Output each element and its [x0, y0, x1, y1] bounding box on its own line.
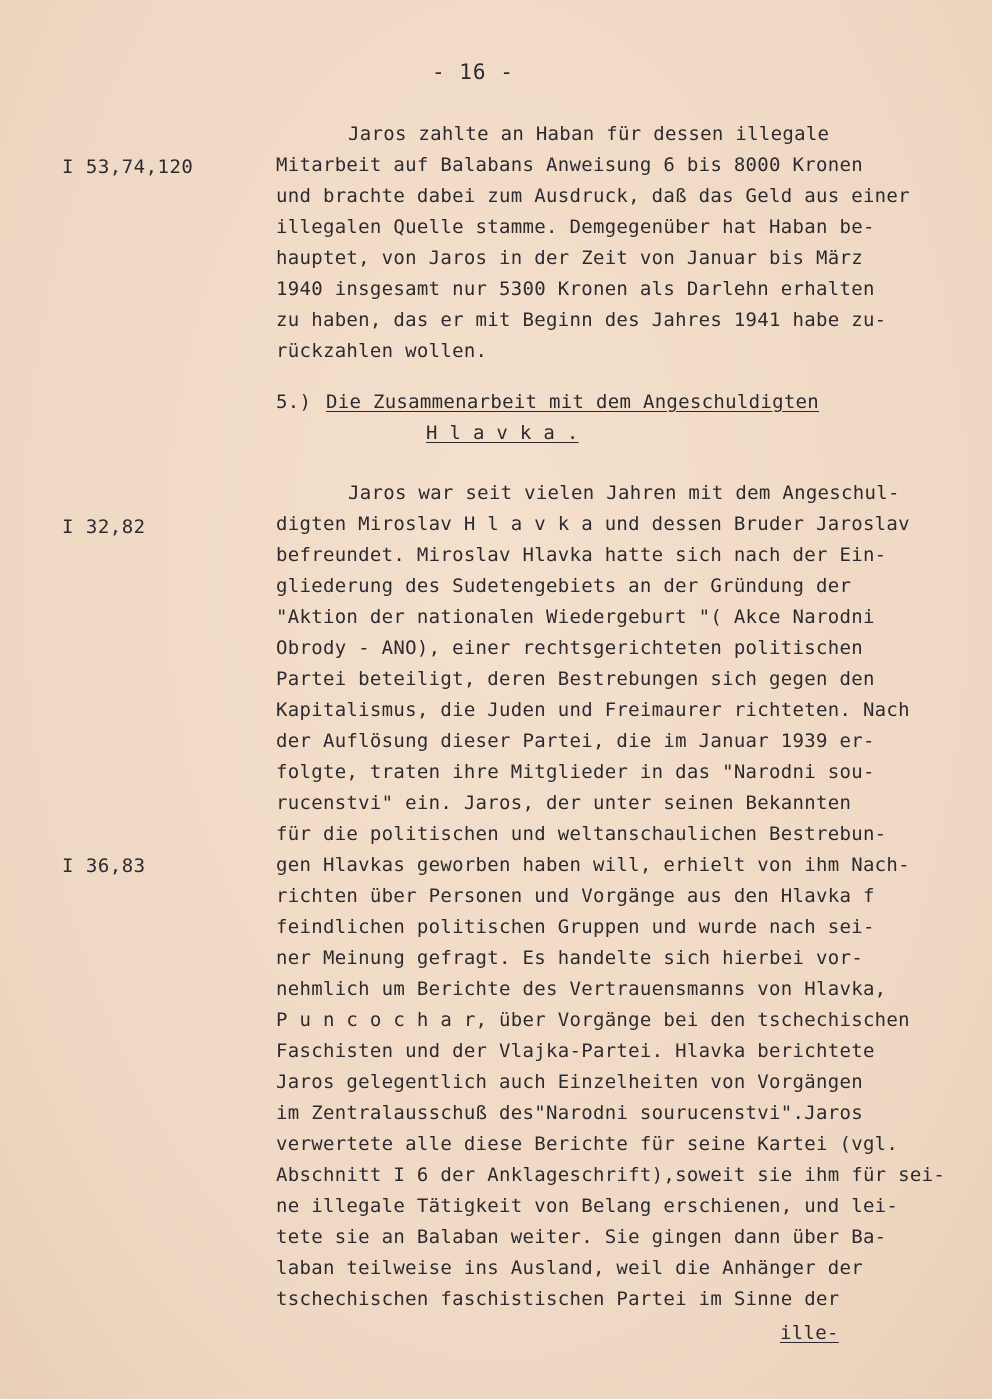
paragraph-2-line: gen Hlavkas geworben haben will, erhielt von ihm Nach- [276, 854, 910, 876]
paragraph-2-line: Jaros gelegentlich auch Einzelheiten von Vorgängen [276, 1071, 863, 1093]
section-heading-name: H l a v k a . [426, 422, 579, 444]
paragraph-1-line: rückzahlen wollen. [276, 340, 488, 362]
margin-note-1: I 53,74,120 [62, 156, 194, 178]
paragraph-1-line: Jaros zahlte an Haban für dessen illegale [348, 123, 830, 145]
margin-note-3: I 36,83 [62, 855, 146, 877]
paragraph-2-line: für die politischen und weltanschaulichen Bestrebun- [276, 823, 887, 845]
paragraph-2-line: "Aktion der nationalen Wiedergeburt "( Akce Narodni [276, 606, 875, 628]
paragraph-2-line: folgte, traten ihre Mitglieder in das "Narodni sou- [276, 761, 875, 783]
page-continuation-word: ille- [780, 1322, 839, 1344]
paragraph-1-line: 1940 insgesamt nur 5300 Kronen als Darlehn erhalten [276, 278, 875, 300]
paragraph-2-line: rucenstvi" ein. Jaros, der unter seinen Bekannten [276, 792, 852, 814]
paragraph-2-line: ner Meinung gefragt. Es handelte sich hierbei vor- [276, 947, 863, 969]
paragraph-2-line: laban teilweise ins Ausland, weil die Anhänger der [276, 1257, 863, 1279]
paragraph-2-line: P u n c o c h a r, über Vorgänge bei den tschechischen [276, 1009, 910, 1031]
page-number: - 16 - [432, 60, 514, 84]
paragraph-2-line: Partei beteiligt, deren Bestrebungen sich gegen den [276, 668, 875, 690]
paragraph-2-line: Jaros war seit vielen Jahren mit dem Angeschul- [348, 482, 900, 504]
paragraph-1-line: hauptet, von Jaros in der Zeit von Januar bis März [276, 247, 863, 269]
paragraph-2-line: digten Miroslav H l a v k a und dessen Bruder Jaroslav [276, 513, 910, 535]
paragraph-2-line: im Zentralausschuß des"Narodni sourucenstvi".Jaros [276, 1102, 863, 1124]
paragraph-1-line: zu haben, das er mit Beginn des Jahres 1941 habe zu- [276, 309, 887, 331]
section-heading-number: 5.) [276, 391, 312, 413]
paragraph-2-line: tschechischen faschistischen Partei im Sinne der [276, 1288, 840, 1310]
paragraph-2-line: nehmlich um Berichte des Vertrauensmanns von Hlavka, [276, 978, 887, 1000]
section-heading-title: Die Zusammenarbeit mit dem Angeschuldigten [326, 391, 820, 413]
paragraph-2-line: ne illegale Tätigkeit von Belang erschienen, und lei- [276, 1195, 899, 1217]
paragraph-2-line: verwertete alle diese Berichte für seine Kartei (vgl. [276, 1133, 899, 1155]
margin-note-2: I 32,82 [62, 516, 146, 538]
paragraph-2-line: tete sie an Balaban weiter. Sie gingen dann über Ba- [276, 1226, 887, 1248]
paragraph-2-line: Obrody - ANO), einer rechtsgerichteten politischen [276, 637, 863, 659]
paragraph-2-line: befreundet. Miroslav Hlavka hatte sich nach der Ein- [276, 544, 887, 566]
paragraph-2-line: der Auflösung dieser Partei, die im Januar 1939 er- [276, 730, 875, 752]
paragraph-2-line: feindlichen politischen Gruppen und wurde nach sei- [276, 916, 875, 938]
paragraph-2-line: Faschisten und der Vlajka-Partei. Hlavka berichtete [276, 1040, 875, 1062]
paragraph-2-line: richten über Personen und Vorgänge aus den Hlavka f [276, 885, 875, 907]
paragraph-1-line: illegalen Quelle stamme. Demgegenüber hat Haban be- [276, 216, 875, 238]
paragraph-2-line: Kapitalismus, die Juden und Freimaurer richteten. Nach [276, 699, 910, 721]
paragraph-2-line: gliederung des Sudetengebiets an der Gründung der [276, 575, 852, 597]
paragraph-1-line: und brachte dabei zum Ausdruck, daß das Geld aus einer [276, 185, 910, 207]
paragraph-1-line: Mitarbeit auf Balabans Anweisung 6 bis 8000 Kronen [276, 154, 863, 176]
paragraph-2-line: Abschnitt I 6 der Anklageschrift),soweit sie ihm für sei- [276, 1164, 946, 1186]
